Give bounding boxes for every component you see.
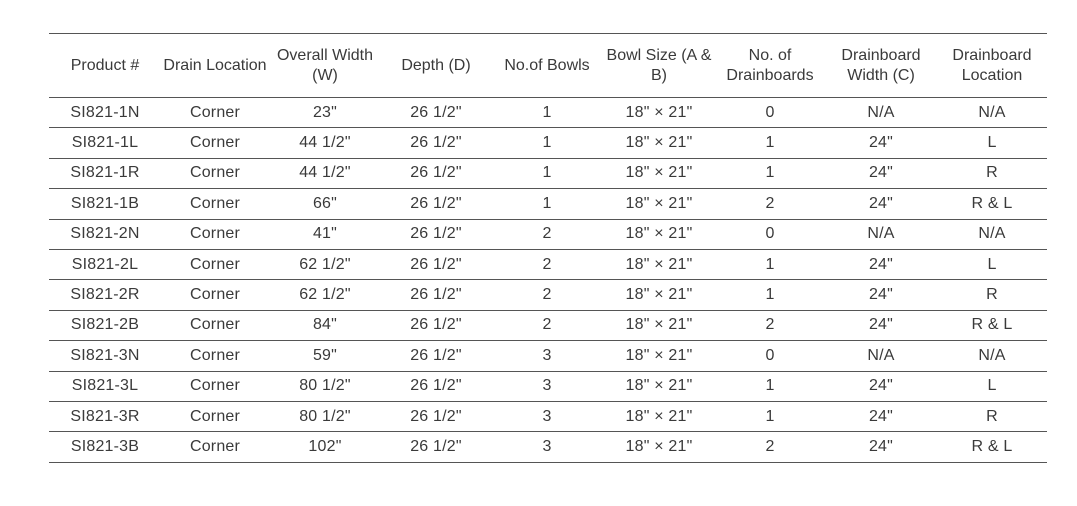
number-of-drainboards-cell: 1 — [715, 280, 825, 310]
table-header — [49, 34, 1047, 98]
drain-location-cell: Corner — [161, 371, 269, 401]
drain-location-cell: Corner — [161, 158, 269, 188]
depth-cell: 26 1/2" — [381, 432, 491, 462]
depth-cell: 26 1/2" — [381, 98, 491, 128]
product-number-cell: SI821-1N — [49, 98, 161, 128]
product-number-cell: SI821-3B — [49, 432, 161, 462]
drain-location-cell: Corner — [161, 401, 269, 431]
bowl-size-cell: 18" × 21" — [603, 98, 715, 128]
header-number-of-bowls: No.of Bowls — [491, 34, 603, 98]
number-of-drainboards-cell: 2 — [715, 310, 825, 340]
number-of-bowls-cell: 3 — [491, 432, 603, 462]
table-row — [49, 280, 1047, 310]
drain-location-cell: Corner — [161, 219, 269, 249]
depth-cell: 26 1/2" — [381, 158, 491, 188]
overall-width-cell: 102" — [269, 432, 381, 462]
bowl-size-cell: 18" × 21" — [603, 128, 715, 158]
table-body — [49, 98, 1047, 463]
number-of-drainboards-cell: 1 — [715, 128, 825, 158]
drain-location-cell: Corner — [161, 249, 269, 279]
number-of-bowls-cell: 1 — [491, 128, 603, 158]
drain-location-cell: Corner — [161, 280, 269, 310]
product-number-cell: SI821-1B — [49, 189, 161, 219]
number-of-drainboards-cell: 0 — [715, 98, 825, 128]
number-of-bowls-cell: 1 — [491, 158, 603, 188]
table-row — [49, 128, 1047, 158]
drainboard-location-cell: N/A — [937, 98, 1047, 128]
number-of-drainboards-cell: 2 — [715, 432, 825, 462]
bowl-size-cell: 18" × 21" — [603, 219, 715, 249]
bowl-size-cell: 18" × 21" — [603, 280, 715, 310]
drain-location-cell: Corner — [161, 128, 269, 158]
drainboard-location-cell: L — [937, 128, 1047, 158]
product-number-cell: SI821-2N — [49, 219, 161, 249]
number-of-bowls-cell: 2 — [491, 219, 603, 249]
number-of-drainboards-cell: 2 — [715, 189, 825, 219]
bowl-size-cell: 18" × 21" — [603, 158, 715, 188]
drain-location-cell: Corner — [161, 432, 269, 462]
overall-width-cell: 62 1/2" — [269, 280, 381, 310]
drainboard-location-cell: R & L — [937, 189, 1047, 219]
drainboard-location-cell: R — [937, 280, 1047, 310]
overall-width-cell: 23" — [269, 98, 381, 128]
drainboard-location-cell: L — [937, 371, 1047, 401]
product-number-cell: SI821-2R — [49, 280, 161, 310]
header-number-of-drainboards: No. of Drainboards — [715, 34, 825, 98]
drainboard-width-cell: 24" — [825, 128, 937, 158]
overall-width-cell: 44 1/2" — [269, 128, 381, 158]
table-row — [49, 432, 1047, 462]
drainboard-width-cell: N/A — [825, 219, 937, 249]
drain-location-cell: Corner — [161, 341, 269, 371]
table-row — [49, 310, 1047, 340]
product-number-cell: SI821-3L — [49, 371, 161, 401]
product-number-cell: SI821-3N — [49, 341, 161, 371]
overall-width-cell: 84" — [269, 310, 381, 340]
depth-cell: 26 1/2" — [381, 310, 491, 340]
number-of-drainboards-cell: 0 — [715, 219, 825, 249]
drainboard-location-cell: N/A — [937, 219, 1047, 249]
drainboard-width-cell: N/A — [825, 98, 937, 128]
depth-cell: 26 1/2" — [381, 371, 491, 401]
drainboard-width-cell: 24" — [825, 371, 937, 401]
drainboard-location-cell: L — [937, 249, 1047, 279]
bowl-size-cell: 18" × 21" — [603, 341, 715, 371]
number-of-drainboards-cell: 1 — [715, 371, 825, 401]
number-of-bowls-cell: 2 — [491, 280, 603, 310]
depth-cell: 26 1/2" — [381, 280, 491, 310]
header-row — [49, 34, 1047, 98]
header-drainboard-width: Drainboard Width (C) — [825, 34, 937, 98]
overall-width-cell: 41" — [269, 219, 381, 249]
header-overall-width: Overall Width (W) — [269, 34, 381, 98]
table-row — [49, 401, 1047, 431]
header-bowl-size: Bowl Size (A & B) — [603, 34, 715, 98]
bowl-size-cell: 18" × 21" — [603, 249, 715, 279]
product-number-cell: SI821-2L — [49, 249, 161, 279]
product-number-cell: SI821-3R — [49, 401, 161, 431]
header-depth: Depth (D) — [381, 34, 491, 98]
depth-cell: 26 1/2" — [381, 128, 491, 158]
drainboard-width-cell: 24" — [825, 158, 937, 188]
bowl-size-cell: 18" × 21" — [603, 401, 715, 431]
drainboard-width-cell: 24" — [825, 401, 937, 431]
number-of-bowls-cell: 2 — [491, 249, 603, 279]
overall-width-cell: 66" — [269, 189, 381, 219]
drainboard-width-cell: 24" — [825, 432, 937, 462]
drainboard-width-cell: 24" — [825, 280, 937, 310]
drainboard-width-cell: N/A — [825, 341, 937, 371]
bowl-size-cell: 18" × 21" — [603, 310, 715, 340]
drainboard-location-cell: R & L — [937, 432, 1047, 462]
bowl-size-cell: 18" × 21" — [603, 189, 715, 219]
number-of-bowls-cell: 1 — [491, 189, 603, 219]
drainboard-width-cell: 24" — [825, 189, 937, 219]
depth-cell: 26 1/2" — [381, 219, 491, 249]
product-spec-table — [49, 33, 1047, 463]
number-of-bowls-cell: 3 — [491, 371, 603, 401]
drainboard-location-cell: R & L — [937, 310, 1047, 340]
drainboard-location-cell: R — [937, 158, 1047, 188]
product-number-cell: SI821-1R — [49, 158, 161, 188]
number-of-drainboards-cell: 1 — [715, 249, 825, 279]
drainboard-location-cell: N/A — [937, 341, 1047, 371]
header-drainboard-location: Drainboard Location — [937, 34, 1047, 98]
product-number-cell: SI821-2B — [49, 310, 161, 340]
drain-location-cell: Corner — [161, 189, 269, 219]
drain-location-cell: Corner — [161, 310, 269, 340]
table-row — [49, 189, 1047, 219]
overall-width-cell: 80 1/2" — [269, 371, 381, 401]
overall-width-cell: 44 1/2" — [269, 158, 381, 188]
overall-width-cell: 62 1/2" — [269, 249, 381, 279]
depth-cell: 26 1/2" — [381, 189, 491, 219]
header-product-number: Product # — [49, 34, 161, 98]
table-row — [49, 219, 1047, 249]
overall-width-cell: 59" — [269, 341, 381, 371]
number-of-drainboards-cell: 1 — [715, 158, 825, 188]
overall-width-cell: 80 1/2" — [269, 401, 381, 431]
depth-cell: 26 1/2" — [381, 249, 491, 279]
number-of-bowls-cell: 3 — [491, 401, 603, 431]
drainboard-width-cell: 24" — [825, 310, 937, 340]
depth-cell: 26 1/2" — [381, 341, 491, 371]
table-row — [49, 371, 1047, 401]
product-number-cell: SI821-1L — [49, 128, 161, 158]
table-row — [49, 341, 1047, 371]
table-row — [49, 249, 1047, 279]
table-row — [49, 98, 1047, 128]
table-row — [49, 158, 1047, 188]
bowl-size-cell: 18" × 21" — [603, 371, 715, 401]
bowl-size-cell: 18" × 21" — [603, 432, 715, 462]
number-of-bowls-cell: 1 — [491, 98, 603, 128]
drainboard-width-cell: 24" — [825, 249, 937, 279]
number-of-drainboards-cell: 0 — [715, 341, 825, 371]
header-drain-location: Drain Location — [161, 34, 269, 98]
drain-location-cell: Corner — [161, 98, 269, 128]
number-of-drainboards-cell: 1 — [715, 401, 825, 431]
number-of-bowls-cell: 2 — [491, 310, 603, 340]
depth-cell: 26 1/2" — [381, 401, 491, 431]
drainboard-location-cell: R — [937, 401, 1047, 431]
number-of-bowls-cell: 3 — [491, 341, 603, 371]
